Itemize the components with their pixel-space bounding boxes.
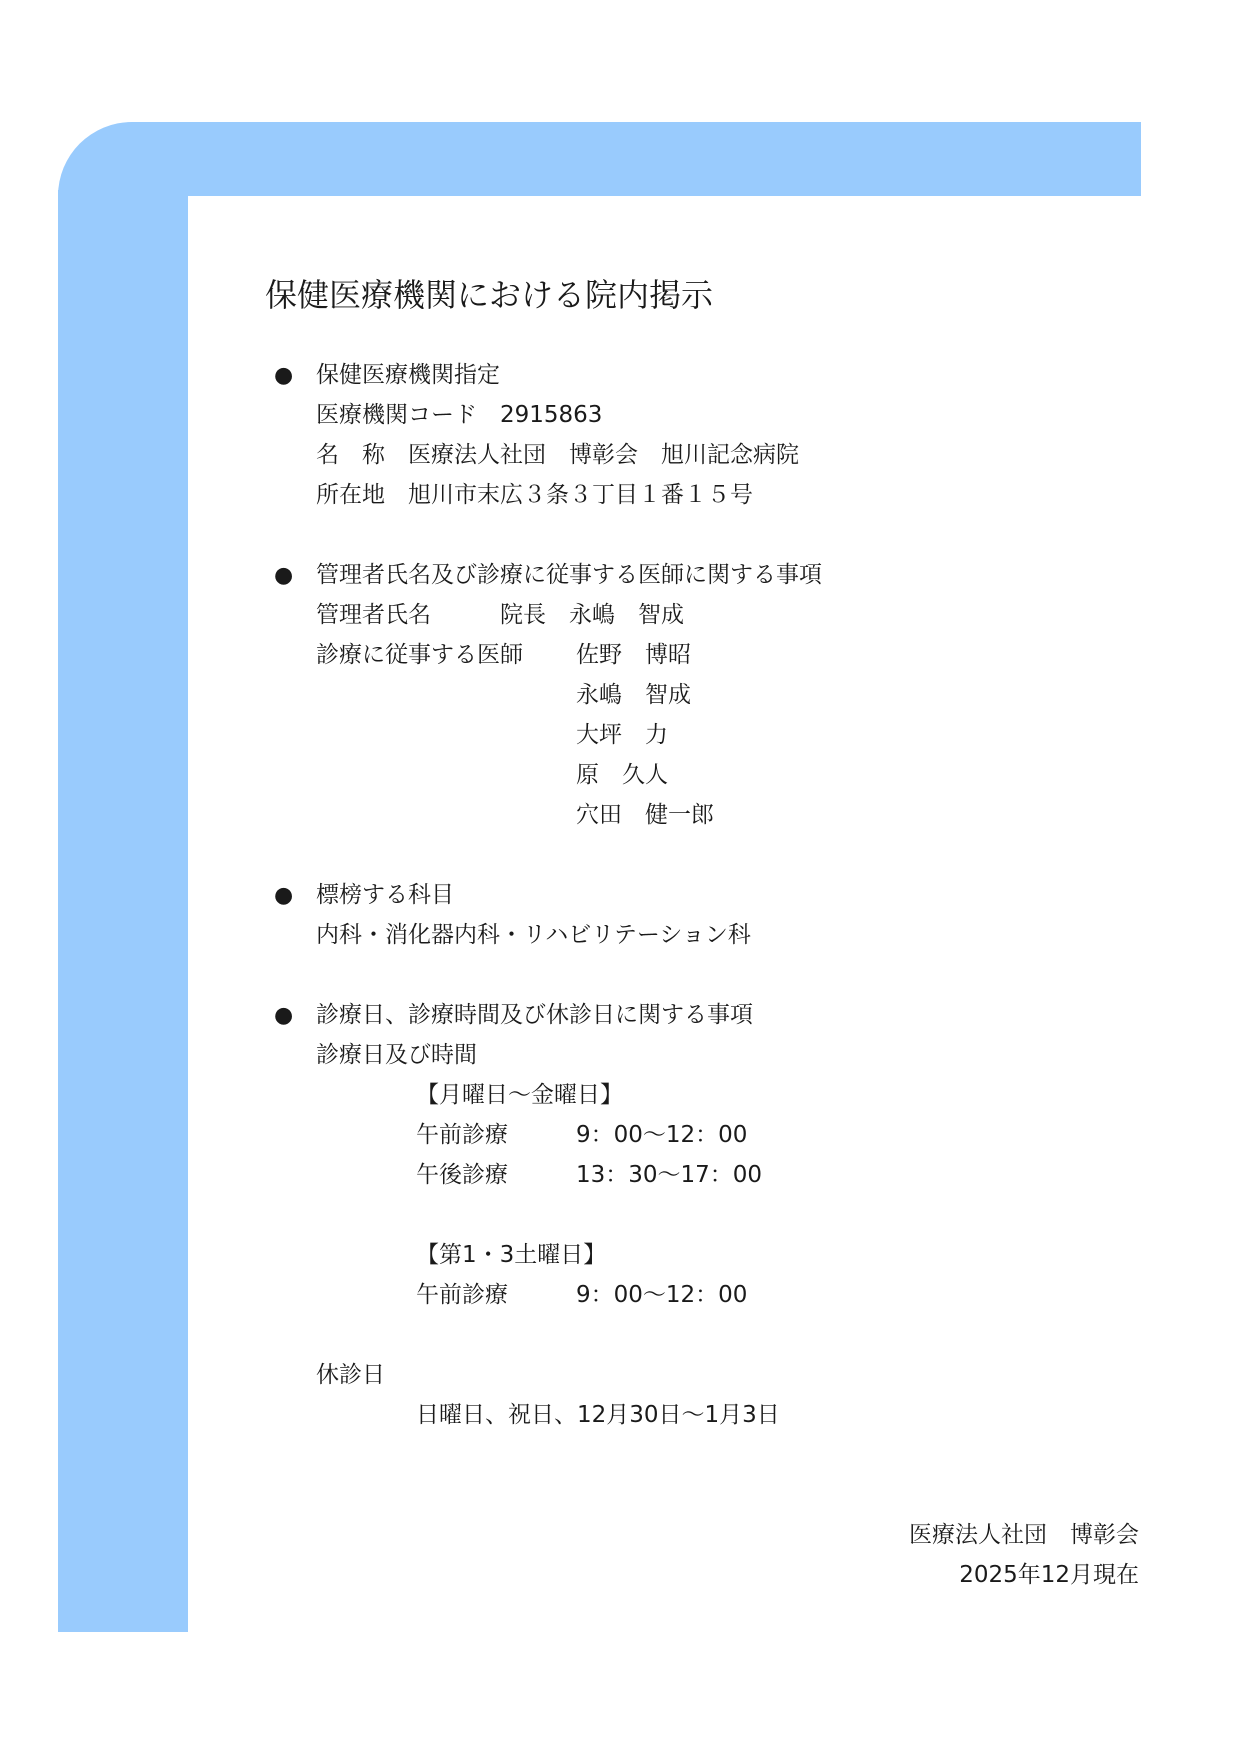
footer-date: 2025年12月現在 xyxy=(959,1562,1139,1588)
weekday-am-label: 午前診療 xyxy=(416,1122,508,1148)
closed-label: 休診日 xyxy=(316,1362,385,1388)
saturday-am-time: 9：00～12：00 xyxy=(576,1282,748,1308)
doctor-name: 原 久人 xyxy=(576,762,668,788)
weekday-am-time: 9：00～12：00 xyxy=(576,1122,748,1148)
page-title: 保健医療機関における院内掲示 xyxy=(265,276,714,314)
address-label: 所在地 xyxy=(316,482,385,508)
section-heading-hours: 診療日、診療時間及び休診日に関する事項 xyxy=(316,1002,753,1028)
departments-value: 内科・消化器内科・リハビリテーション科 xyxy=(316,922,751,948)
weekday-pm-label: 午後診療 xyxy=(416,1162,508,1188)
hours-label: 診療日及び時間 xyxy=(316,1042,477,1068)
name-value: 医療法人社団 博彰会 旭川記念病院 xyxy=(408,442,799,468)
name-label: 名 称 xyxy=(316,442,385,468)
bullet-icon: ● xyxy=(274,883,294,908)
section-heading-designation: 保健医療機関指定 xyxy=(316,362,500,388)
section-heading-doctors: 管理者氏名及び診療に従事する医師に関する事項 xyxy=(316,562,822,588)
footer-org: 医療法人社団 博彰会 xyxy=(909,1522,1139,1548)
doctors-label: 診療に従事する医師 xyxy=(316,642,523,668)
code-label: 医療機関コード xyxy=(316,402,477,428)
bullet-icon: ● xyxy=(274,363,294,388)
bullet-icon: ● xyxy=(274,1003,294,1028)
admin-value: 院長 永嶋 智成 xyxy=(500,602,684,628)
code-value: 2915863 xyxy=(500,402,603,428)
weekday-heading: 【月曜日～金曜日】 xyxy=(416,1082,623,1108)
address-value: 旭川市末広３条３丁目１番１５号 xyxy=(408,482,753,508)
doctor-name: 大坪 力 xyxy=(576,722,668,748)
closed-value: 日曜日、祝日、12月30日～1月3日 xyxy=(416,1402,780,1428)
bullet-icon: ● xyxy=(274,563,294,588)
admin-label: 管理者氏名 xyxy=(316,602,431,628)
doctor-name: 永嶋 智成 xyxy=(576,682,691,708)
doctor-name: 佐野 博昭 xyxy=(576,642,691,668)
saturday-am-label: 午前診療 xyxy=(416,1282,508,1308)
saturday-heading: 【第1・3土曜日】 xyxy=(416,1242,607,1268)
doctor-name: 穴田 健一郎 xyxy=(576,802,714,828)
section-heading-departments: 標榜する科目 xyxy=(316,882,454,908)
weekday-pm-time: 13：30～17：00 xyxy=(576,1162,763,1188)
